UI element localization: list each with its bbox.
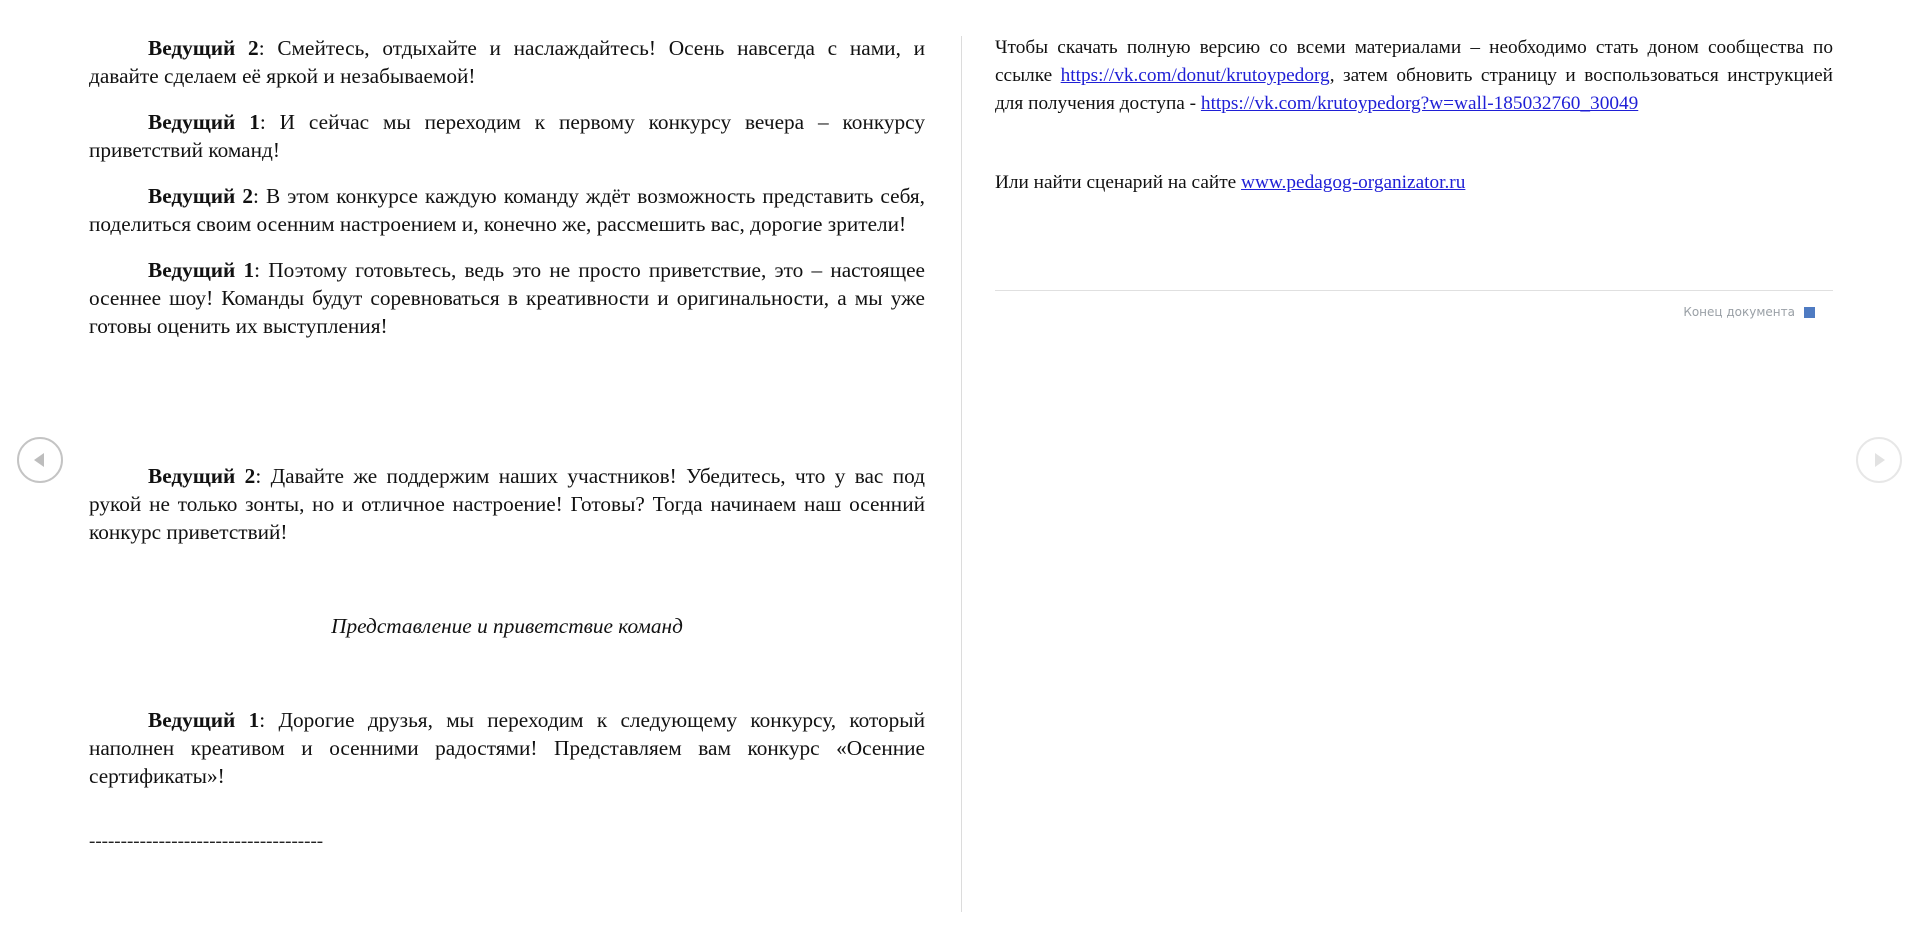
- chevron-right-icon: [1869, 450, 1889, 470]
- left-page: [89, 34, 925, 946]
- speaker-name: Ведущий 1: [148, 708, 260, 732]
- middle-text: , затем обновить страницу и воспользоваться инструкцией для получения доступа -: [995, 65, 1833, 114]
- speaker-name: Ведущий 2: [148, 36, 259, 60]
- end-square-icon: [1804, 307, 1815, 318]
- next-page-button[interactable]: [1856, 437, 1902, 483]
- paragraph: [89, 256, 925, 340]
- paragraph-text: : Давайте же поддержим наших участников! Убедитесь, что у вас под рукой не только зонты, но и отличное настроение! Готовы? Тогда начинаем наш осенний конкурс приветствий!: [89, 464, 925, 544]
- wall-link[interactable]: https://vk.com/krutoypedorg?w=wall-185032760_30049: [1200, 93, 1639, 114]
- speaker-name: Ведущий 1: [148, 258, 255, 282]
- intro-text: Чтобы скачать полную версию со всеми материалами – необходимо стать доном сообщества по ссылке: [995, 37, 1833, 86]
- paragraph: [89, 706, 925, 790]
- speaker-name: Ведущий 2: [148, 184, 254, 208]
- end-of-document-marker: [1683, 305, 1815, 319]
- previous-page-button[interactable]: [17, 437, 63, 483]
- speaker-name: Ведущий 1: [148, 110, 260, 134]
- site-text: Или найти сценарий на сайте: [995, 172, 1242, 193]
- paragraph-text: : И сейчас мы переходим к первому конкурсу вечера – конкурсу приветствий команд!: [89, 110, 926, 162]
- right-page: [995, 34, 1833, 946]
- separator-line: -------------------------------------: [89, 831, 324, 852]
- paragraph-text: : Поэтому готовьтесь, ведь это не просто приветствие, это – настоящее осеннее шоу! Команды будут соревноваться в креативности и оригинальности, а мы уже готовы оценить их выступления!: [89, 258, 926, 338]
- paragraph: [89, 462, 925, 546]
- paragraph-text: : В этом конкурсе каждую команду ждёт возможность представить себя, поделиться своим осенним настроением и, конечно же, рассмешить вас, дорогие зрители!: [89, 184, 925, 236]
- donut-link[interactable]: https://vk.com/donut/krutoypedorg: [1060, 65, 1330, 86]
- site-link[interactable]: www.pedagog-organizator.ru: [1241, 172, 1466, 193]
- paragraph-text: : Дорогие друзья, мы переходим к следующему конкурсу, который наполнен креативом и осенними радостями! Представляем вам конкурс «Осенние сертификаты»!: [89, 708, 926, 788]
- download-instructions: [995, 34, 1833, 118]
- stage-direction: Представление и приветствие команд: [331, 614, 683, 638]
- paragraph: [89, 34, 925, 90]
- end-of-document-label: Конец документа: [1683, 305, 1795, 319]
- paragraph-text: : Смейтесь, отдыхайте и наслаждайтесь! Осень навсегда с нами, и давайте сделаем её яркой и незабываемой!: [89, 36, 925, 88]
- page-divider: [961, 36, 962, 912]
- site-reference: [995, 169, 1833, 197]
- speaker-name: Ведущий 2: [148, 464, 256, 488]
- paragraph: [89, 182, 925, 238]
- chevron-left-icon: [30, 450, 50, 470]
- paragraph: [89, 108, 925, 164]
- end-of-document-line: [995, 290, 1833, 291]
